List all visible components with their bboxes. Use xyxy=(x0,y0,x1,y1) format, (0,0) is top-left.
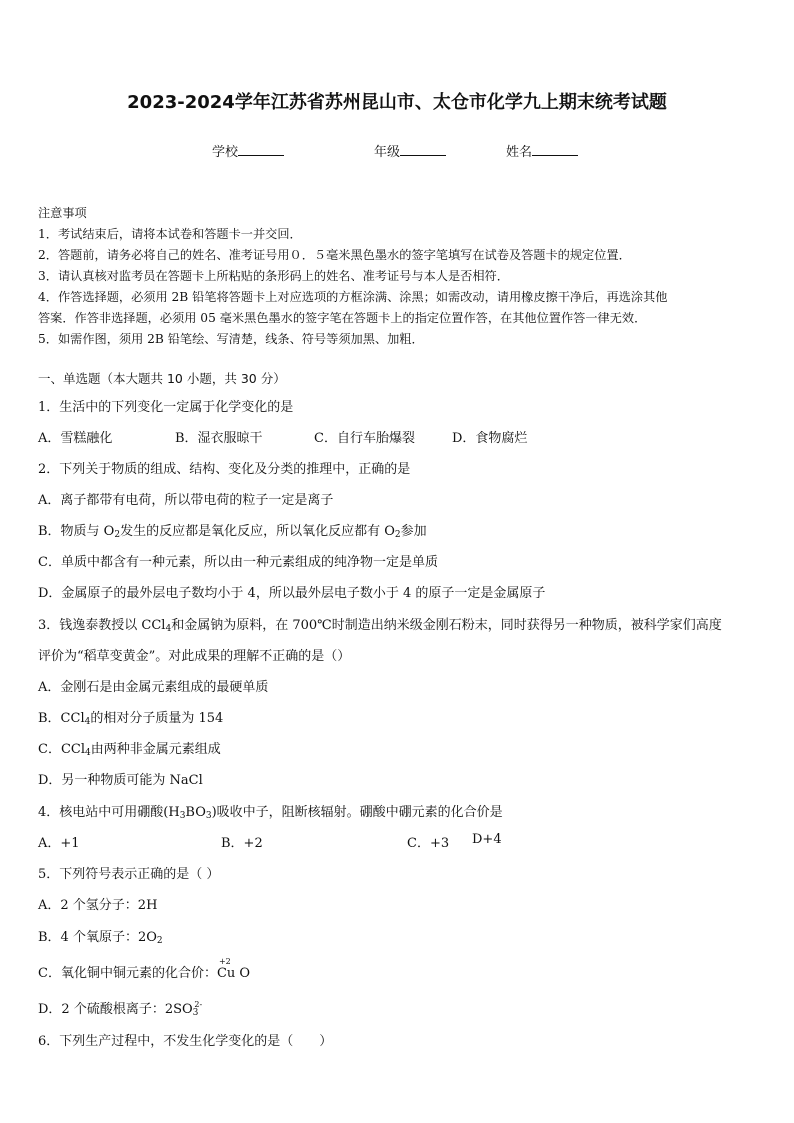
q3-option-a[interactable]: A．金刚石是由金属元素组成的最硬单质 xyxy=(38,680,269,695)
grade-label: 年级 xyxy=(374,145,401,160)
cuo-formula: Cu O xyxy=(216,966,251,981)
question-5-stem: 5．下列符号表示正确的是（ ） xyxy=(38,867,220,882)
school-field xyxy=(212,141,284,160)
subscript: 2 xyxy=(114,530,121,540)
q4-option-b[interactable]: B．+2 xyxy=(221,836,263,851)
subscript: 4 xyxy=(85,748,91,758)
q2-b-text: 参加 xyxy=(400,524,427,539)
name-label: 姓名 xyxy=(506,145,533,160)
q4-option-d[interactable]: D+4 xyxy=(472,832,502,847)
q2-option-a[interactable]: A．离子都带有电荷，所以带电荷的粒子一定是离子 xyxy=(38,493,334,508)
school-label: 学校 xyxy=(212,145,239,160)
q3-option-d[interactable]: D．另一种物质可能为 NaCl xyxy=(38,773,203,788)
question-6-stem: 6．下列生产过程中，不发生化学变化的是（ ） xyxy=(38,1034,333,1049)
exam-title: 2023-2024学年江苏省苏州昆山市、太仓市化学九上期末统考试题 xyxy=(127,92,667,113)
superscript: 2- xyxy=(194,1000,203,1009)
q3-b-text: B．CCl xyxy=(38,711,85,726)
school-blank[interactable] xyxy=(238,142,284,156)
q2-option-d[interactable]: D．金属原子的最外层电子数均小于 4，所以最外层电子数小于 4 的原子一定是金属原子 xyxy=(38,586,546,601)
question-3-stem-line2: 评价为“稻草变黄金”。对此成果的理解不正确的是（） xyxy=(38,649,351,664)
note-item: 3．请认真核对监考员在答题卡上所粘贴的条形码上的姓名、准考证号与本人是否相符． xyxy=(38,269,509,283)
q3-c-text: 由两种非金属元素组成 xyxy=(90,742,221,757)
note-item: 答案．作答非选择题，必须用 05 毫米黑色墨水的签字笔在答题卡上的指定位置作答，在其他位置作答一律无效． xyxy=(38,311,647,325)
question-3-stem-line1 xyxy=(38,614,722,634)
q3-option-b[interactable] xyxy=(38,707,223,727)
q5-option-a[interactable]: A．2 个氢分子：2H xyxy=(38,898,158,913)
valence-formula xyxy=(216,957,251,981)
question-1-stem: 1．生活中的下列变化一定属于化学变化的是 xyxy=(38,400,294,415)
note-item: 4．作答选择题，必须用 2B 铅笔将答题卡上对应选项的方框涂满、涂黑；如需改动，请用橡皮擦干净后，再选涂其他 xyxy=(38,290,668,304)
q2-option-c[interactable]: C．单质中都含有一种元素，所以由一种元素组成的纯净物一定是单质 xyxy=(38,555,438,570)
student-info-row xyxy=(0,141,794,161)
subscript: 3 xyxy=(192,1008,199,1018)
q4-option-a[interactable]: A．+1 xyxy=(38,836,80,851)
notes-heading: 注意事项 xyxy=(38,206,87,220)
q1-option-b[interactable]: B．湿衣服晾干 xyxy=(175,431,263,446)
q1-option-a[interactable]: A．雪糕融化 xyxy=(38,431,113,446)
valence-mark: +2 xyxy=(218,957,231,966)
q5-option-d[interactable] xyxy=(38,998,202,1018)
question-4-stem xyxy=(38,801,503,821)
q5-b-text: B．4 个氧原子：2O xyxy=(38,930,157,945)
note-item: 1．考试结束后，请将本试卷和答题卡一并交回． xyxy=(38,227,302,241)
name-field xyxy=(506,141,578,160)
q4-stem-text: )吸收中子，阻断核辐射。硼酸中硼元素的化合价是 xyxy=(211,805,503,820)
subscript: 4 xyxy=(84,717,91,727)
subscript: 2 xyxy=(394,530,401,540)
grade-blank[interactable] xyxy=(400,142,446,156)
q4-stem-text: 4．核电站中可用硼酸(H xyxy=(38,805,180,820)
name-blank[interactable] xyxy=(532,142,578,156)
q2-b-text: 发生的反应都是氧化反应，所以氧化反应都有 O xyxy=(120,524,395,539)
q3-stem-text: 和金属钠为原料，在 700℃时制造出纳米级金刚石粉末，同时获得另一种物质，被科学家们高度 xyxy=(171,618,722,633)
q5-option-b[interactable] xyxy=(38,926,163,946)
grade-field xyxy=(374,141,446,160)
q5-c-text: C．氧化铜中铜元素的化合价： xyxy=(38,966,217,981)
question-2-stem: 2．下列关于物质的组成、结构、变化及分类的推理中，正确的是 xyxy=(38,462,411,477)
q3-stem-text: 3．钱逸泰教授以 CCl xyxy=(38,618,166,633)
q3-c-text: C．CCl xyxy=(38,742,85,757)
q2-b-text: B．物质与 O xyxy=(38,524,115,539)
q5-d-text: D．2 个硫酸根离子：2SO xyxy=(38,1002,193,1017)
section-heading: 一、单选题（本大题共 10 小题，共 30 分） xyxy=(38,371,286,386)
subscript: 3 xyxy=(179,811,186,821)
q2-option-b[interactable] xyxy=(38,520,427,540)
q5-option-c[interactable] xyxy=(38,957,251,981)
note-item: 5．如需作图，须用 2B 铅笔绘、写清楚，线条、符号等须加黑、加粗． xyxy=(38,332,424,346)
subscript: 3 xyxy=(205,811,212,821)
note-item: 2．答题前，请务必将自己的姓名、准考证号用０．５毫米黑色墨水的签字笔填写在试卷及答题卡的规定位置． xyxy=(38,248,631,262)
q3-b-text: 的相对分子质量为 154 xyxy=(90,711,224,726)
subscript: 2 xyxy=(156,936,163,946)
q4-stem-text: BO xyxy=(185,805,206,820)
q3-option-c[interactable] xyxy=(38,738,221,758)
notes-section xyxy=(38,203,758,350)
subscript: 4 xyxy=(165,624,172,634)
q1-option-c[interactable]: C．自行车胎爆裂 xyxy=(314,431,415,446)
q1-option-d[interactable]: D．食物腐烂 xyxy=(452,431,528,446)
q4-option-c[interactable]: C．+3 xyxy=(407,836,450,851)
